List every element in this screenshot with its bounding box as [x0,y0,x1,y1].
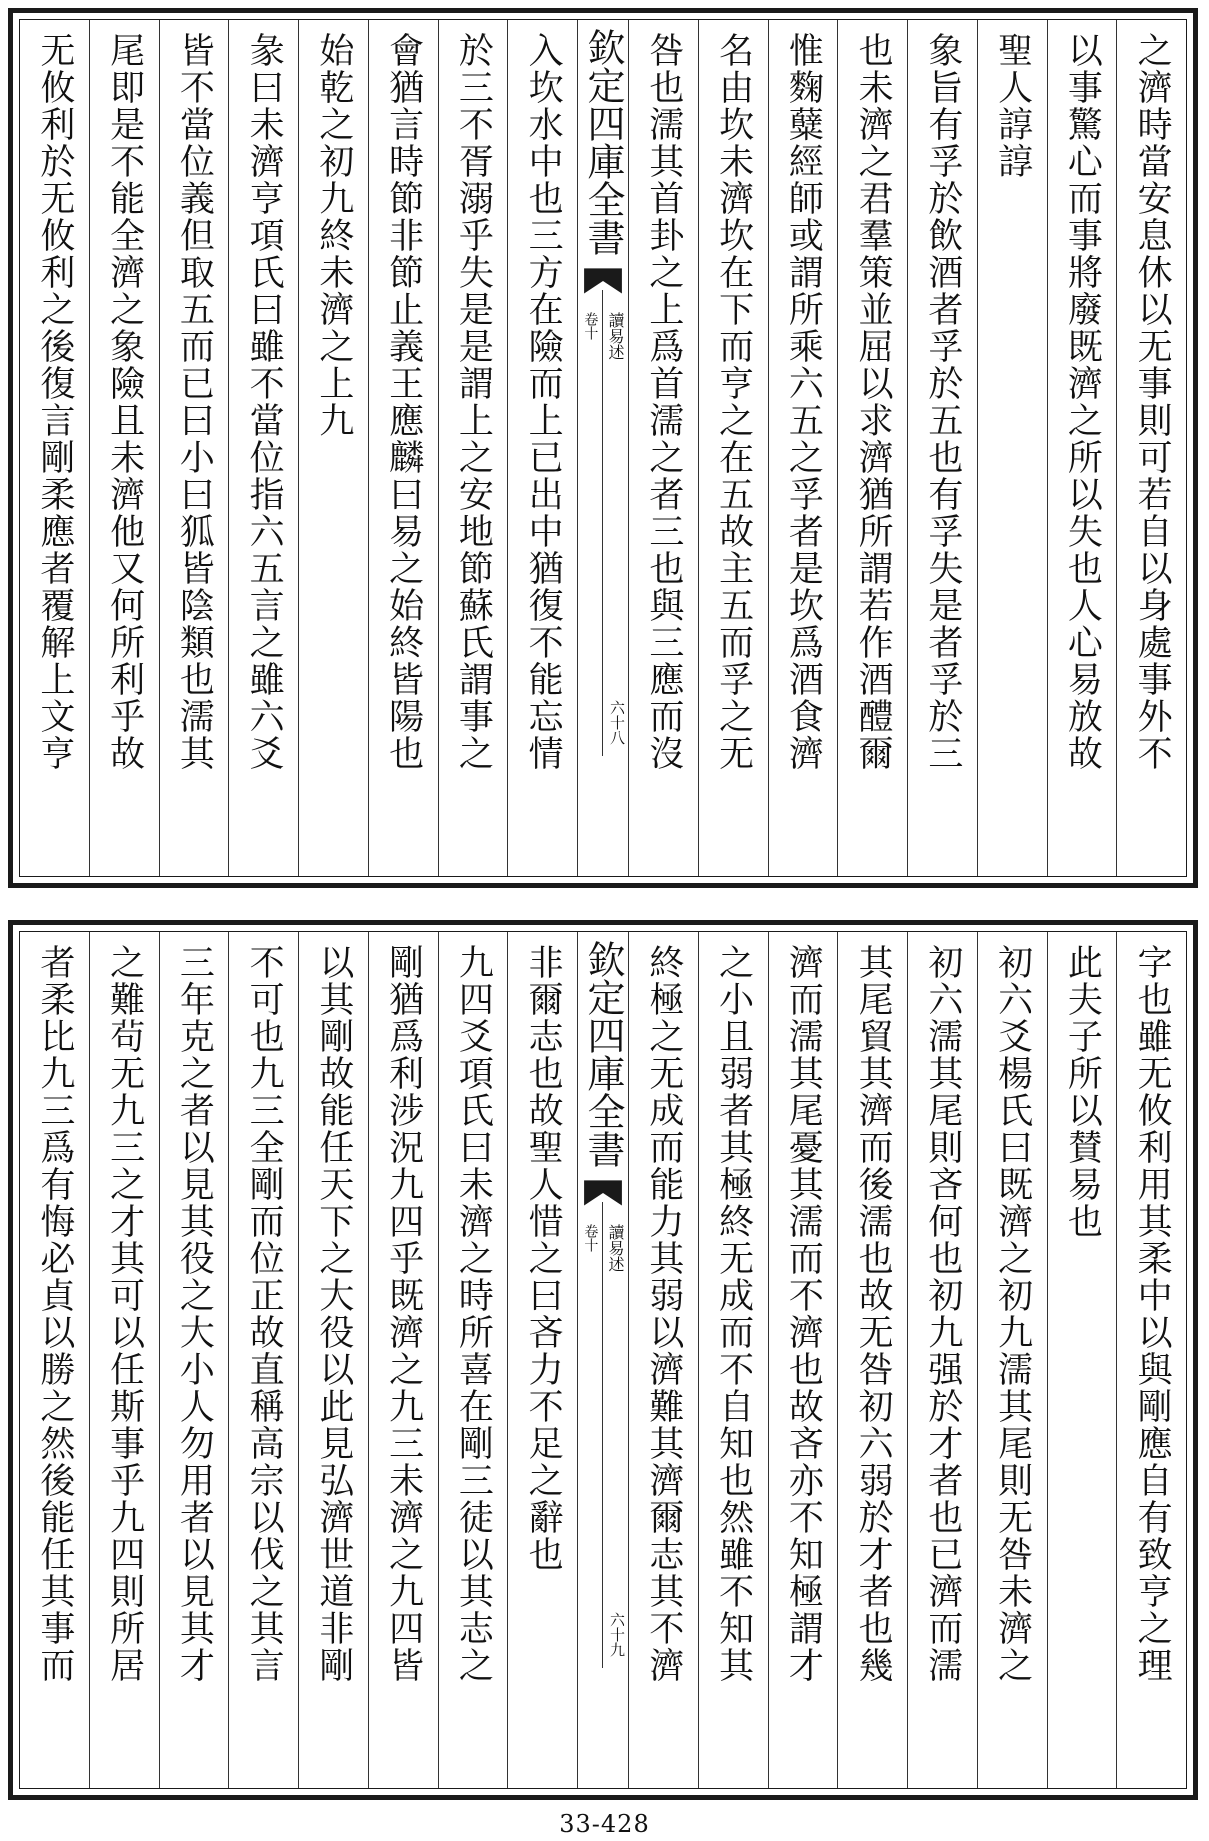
text-column: 无攸利於无攸利之後復言剛柔應者覆解上文亨 [34,32,75,772]
fold-line [602,290,603,756]
text-column: 濟而濡其尾憂其濡而不濟也故吝亦不知極謂才 [768,932,838,1788]
center-fold [577,932,628,1788]
text-column: 入坎水中也三方在險而上已出中猶復不能忘情 [507,20,577,876]
text-column: 聖人諄諄 [977,20,1047,876]
top-page-frame [19,19,1187,877]
center-leaf-number: 六十九 [608,1612,626,1657]
top-page-columns [20,20,1186,876]
text-column: 以其剛故能任天下之大役以此見弘濟世道非剛 [298,932,368,1788]
text-column: 初六爻楊氏曰既濟之初九濡其尾則无咎未濟之 [977,932,1047,1788]
text-column: 尾即是不能全濟之象險且未濟他又何所利乎故 [89,20,159,876]
center-fold [577,20,628,876]
text-column: 也未濟之君羣策並屈以求濟猶所謂若作酒醴爾 [837,20,907,876]
text-column: 三年克之者以見其役之大小人勿用者以見其才 [159,932,229,1788]
text-column: 初六濡其尾則吝何也初九强於才者也已濟而濡 [907,932,977,1788]
text-column: 惟麴糵經師或謂所乘六五之孚者是坎爲酒食濟 [768,20,838,876]
bottom-page-columns [20,932,1186,1788]
bottom-page [8,920,1198,1800]
text-column: 字也雖无攸利用其柔中以與剛應自有致亨之理 [1116,932,1186,1788]
page-number-footer: 33-428 [559,1810,650,1838]
text-column: 咎也濡其首卦之上爲首濡之者三也與三應而沒 [628,20,698,876]
text-column: 皆不當位義但取五而已曰小曰狐皆陰類也濡其 [159,20,229,876]
text-column: 象旨有孚於飲酒者孚於五也有孚失是者孚於三 [907,20,977,876]
fish-tail-mark-icon [582,1177,624,1211]
text-column: 不可也九三全剛而位正故直稱高宗以伐之其言 [228,932,298,1788]
text-column: 之濟時當安息休以无事則可若自以身處事外不 [1116,20,1186,876]
text-column: 九四爻項氏曰未濟之時所喜在剛三徒以其志之 [438,932,508,1788]
text-column: 之小且弱者其極終无成而不自知也然雖不知其 [698,932,768,1788]
center-title: 欽定四庫全書 [581,940,625,1168]
center-volume: 卷十 [582,312,599,340]
fish-tail-mark-icon [582,265,624,299]
text-column: 之難茍无九三之才其可以任斯事乎九四則所居 [89,932,159,1788]
center-book-title: 讀易述 [606,1224,625,1272]
center-leaf-number: 六十八 [608,700,626,745]
center-title: 欽定四庫全書 [581,28,625,256]
text-column: 此夫子所以賛易也 [1047,932,1117,1788]
text-column: 名由坎未濟坎在下而亨之在五故主五而孚之无 [698,20,768,876]
text-column: 始乾之初九終未濟之上九 [298,20,368,876]
text-column: 彖曰未濟亨項氏曰雖不當位指六五言之雖六爻 [228,20,298,876]
fold-line [602,1202,603,1668]
center-book-title: 讀易述 [606,312,625,360]
text-column: 其尾貿其濟而後濡也故无咎初六弱於才者也幾 [837,932,907,1788]
text-column: 會猶言時節非節止義王應麟曰易之始終皆陽也 [368,20,438,876]
text-column: 剛猶爲利涉況九四乎既濟之九三未濟之九四皆 [368,932,438,1788]
center-volume: 卷十 [582,1224,599,1252]
text-column: 終極之无成而能力其弱以濟難其濟爾志其不濟 [628,932,698,1788]
text-column: 非爾志也故聖人惜之曰吝力不足之辭也 [507,932,577,1788]
bottom-page-frame [19,931,1187,1789]
top-page [8,8,1198,888]
text-column: 以事驚心而事將廢既濟之所以失也人心易放故 [1047,20,1117,876]
text-column: 者柔比九三爲有悔必貞以勝之然後能任其事而 [34,944,75,1684]
text-column: 於三不胥溺乎失是是謂上之安地節蘇氏謂事之 [438,20,508,876]
